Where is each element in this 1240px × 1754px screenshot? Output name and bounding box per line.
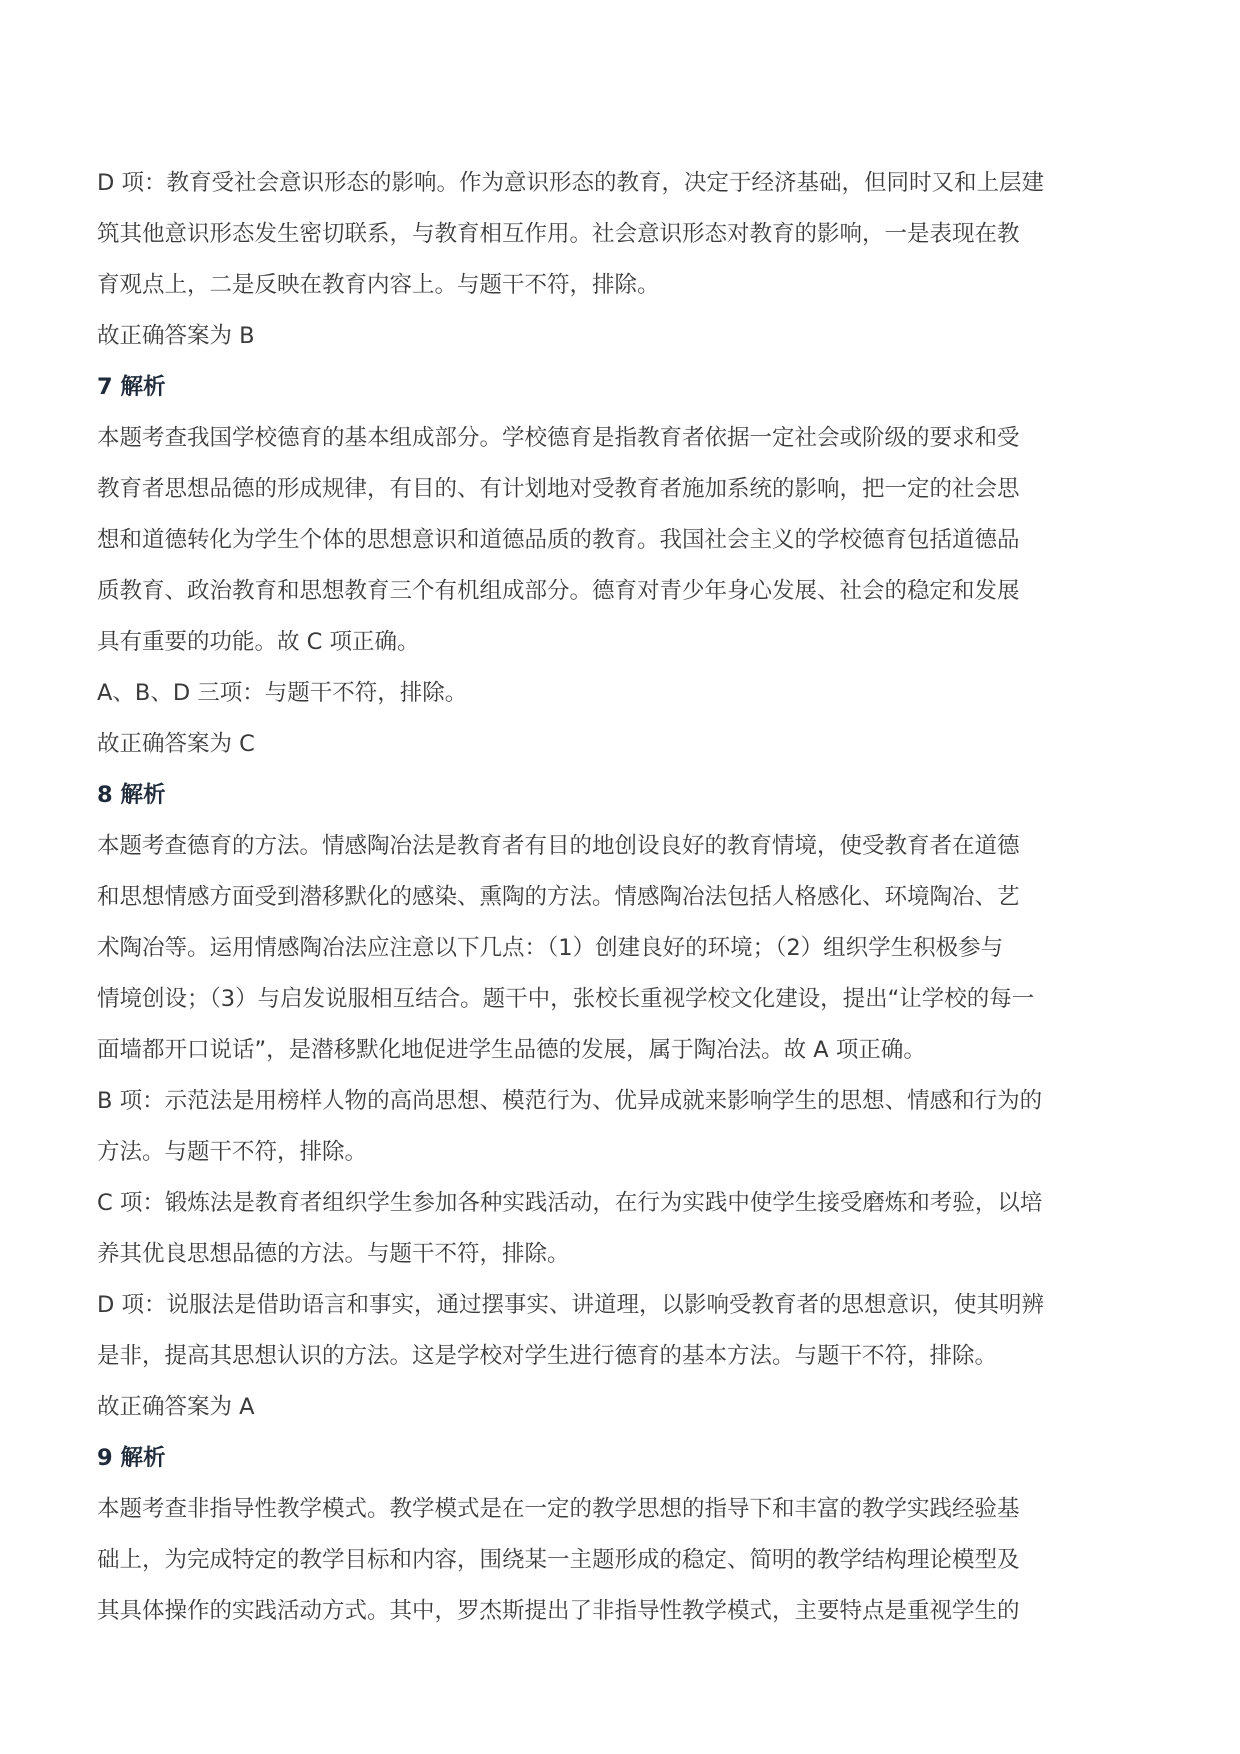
- section-heading: 7 解析: [97, 374, 166, 400]
- text-line: 础上，为完成特定的教学目标和内容，围绕某一主题形成的稳定、简明的教学结构理论模型及: [97, 1547, 1020, 1573]
- text-line: B 项：示范法是用榜样人物的高尚思想、模范行为、优异成就来影响学生的思想、情感和行为的: [97, 1088, 1043, 1114]
- text-line: 本题考查我国学校德育的基本组成部分。学校德育是指教育者依据一定社会或阶级的要求和受: [97, 425, 1020, 451]
- text-line: 方法。与题干不符，排除。: [97, 1139, 368, 1165]
- text-line: 本题考查非指导性教学模式。教学模式是在一定的教学思想的指导下和丰富的教学实践经验基: [97, 1496, 1020, 1522]
- text-line: D 项：说服法是借助语言和事实，通过摆事实、讲道理，以影响受教育者的思想意识，使其明辨: [97, 1292, 1044, 1318]
- text-line: 筑其他意识形态发生密切联系，与教育相互作用。社会意识形态对教育的影响，一是表现在教: [97, 221, 1020, 247]
- text-line: 故正确答案为 C: [97, 731, 255, 757]
- text-line: 故正确答案为 B: [97, 323, 255, 349]
- text-line: 养其优良思想品德的方法。与题干不符，排除。: [97, 1241, 570, 1267]
- text-line: C 项：锻炼法是教育者组织学生参加各种实践活动，在行为实践中使学生接受磨炼和考验，以培: [97, 1190, 1043, 1216]
- text-line: 和思想情感方面受到潜移默化的感染、熏陶的方法。情感陶冶法包括人格感化、环境陶冶、艺: [97, 884, 1020, 910]
- text-line: D 项：教育受社会意识形态的影响。作为意识形态的教育，决定于经济基础，但同时又和上层建: [97, 170, 1044, 196]
- text-line: 具有重要的功能。故 C 项正确。: [97, 629, 420, 655]
- text-line: 是非，提高其思想认识的方法。这是学校对学生进行德育的基本方法。与题干不符，排除。: [97, 1343, 998, 1369]
- text-line: 想和道德转化为学生个体的思想意识和道德品质的教育。我国社会主义的学校德育包括道德品: [97, 527, 1020, 553]
- text-line: 育观点上，二是反映在教育内容上。与题干不符，排除。: [97, 272, 660, 298]
- text-line: 故正确答案为 A: [97, 1394, 255, 1420]
- document-page: [97, 158, 1152, 1637]
- text-line: 教育者思想品德的形成规律，有目的、有计划地对受教育者施加系统的影响，把一定的社会思: [97, 476, 1020, 502]
- text-line: 质教育、政治教育和思想教育三个有机组成部分。德育对青少年身心发展、社会的稳定和发展: [97, 578, 1020, 604]
- text-line: 面墙都开口说话”，是潜移默化地促进学生品德的发展，属于陶冶法。故 A 项正确。: [97, 1037, 926, 1063]
- text-line: 术陶冶等。运用情感陶冶法应注意以下几点：（1）创建良好的环境；（2）组织学生积极参与: [97, 935, 1004, 961]
- section-heading: 9 解析: [97, 1445, 166, 1471]
- text-line: 情境创设；（3）与启发说服相互结合。题干中，张校长重视学校文化建设，提出“让学校的每一: [97, 986, 1035, 1012]
- section-heading: 8 解析: [97, 782, 166, 808]
- text-line: 其具体操作的实践活动方式。其中，罗杰斯提出了非指导性教学模式，主要特点是重视学生的: [97, 1598, 1020, 1624]
- text-line: 本题考查德育的方法。情感陶冶法是教育者有目的地创设良好的教育情境，使受教育者在道德: [97, 833, 1020, 859]
- text-line: A、B、D 三项：与题干不符，排除。: [97, 680, 468, 706]
